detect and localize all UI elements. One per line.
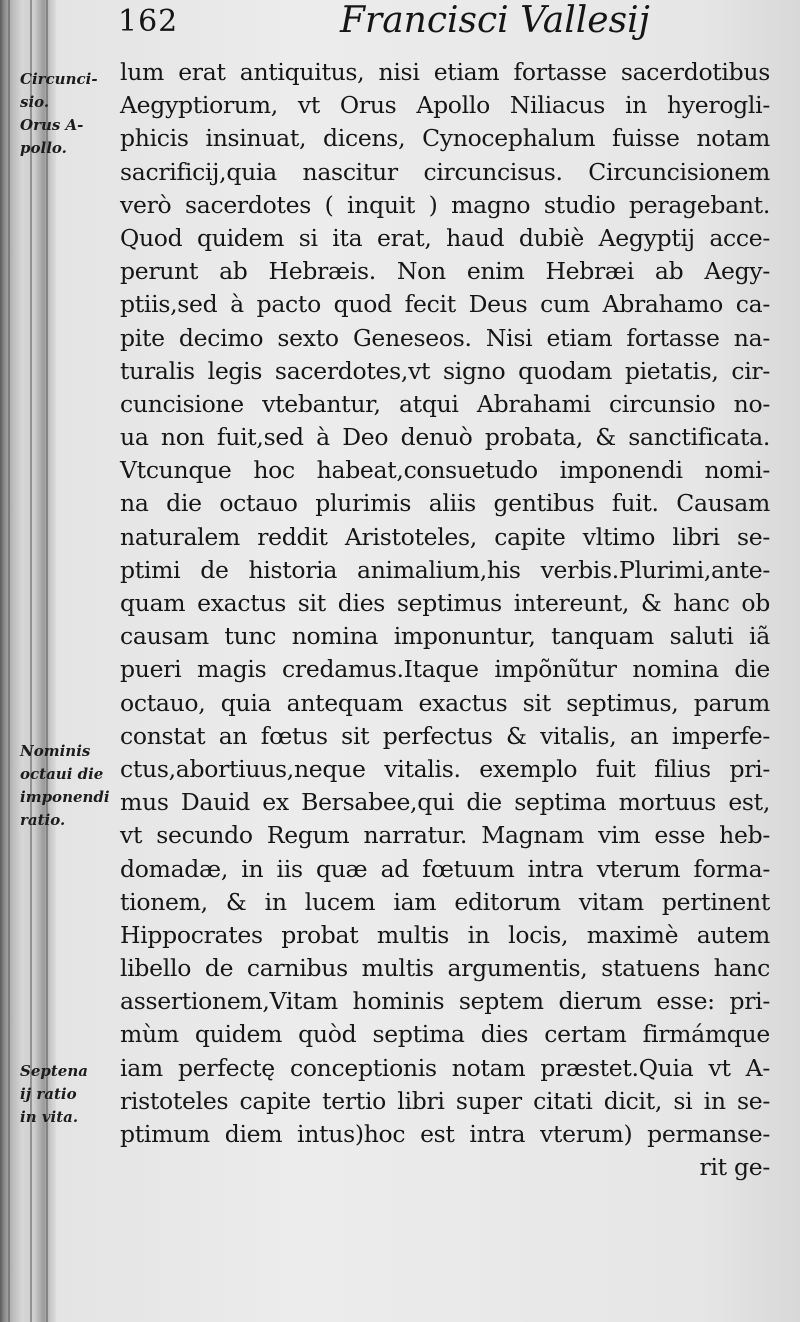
text-line: vt secundo Regum narratur. Magnam vim esse heb- bbox=[120, 821, 770, 850]
text-line: mùm quidem quòd septima dies certam firmámque bbox=[120, 1020, 770, 1049]
text-line: pueri magis credamus.Itaque impõnũtur nomina die bbox=[120, 655, 770, 684]
text-line: lum erat antiquitus, nisi etiam fortasse sacerdotibus bbox=[120, 58, 770, 86]
text-line: iam perfectę conceptionis notam præstet.Quia vt A- bbox=[120, 1053, 770, 1082]
text-line: libello de carnibus multis argumentis, statuens hanc bbox=[120, 954, 770, 983]
body-text bbox=[120, 56, 770, 1184]
margin-note-line: Septena bbox=[20, 1062, 88, 1080]
text-line: ptiis,sed à pacto quod fecit Deus cum Abrahamo ca- bbox=[120, 290, 770, 319]
text-line: quam exactus sit dies septimus intereunt, & hanc ob bbox=[120, 589, 770, 617]
text-line: verò sacerdotes ( inquit ) magno studio peragebant. bbox=[120, 190, 770, 219]
text-line: tionem, & in lucem iam editorum vitam pertinent bbox=[120, 887, 770, 916]
text-line: mus Dauid ex Bersabee,qui die septima mortuus est, bbox=[120, 788, 770, 817]
text-line: naturalem reddit Aristoteles, capite vltimo libri se- bbox=[120, 522, 770, 551]
margin-note-nominis-ratio bbox=[20, 740, 126, 832]
margin-note-line: ratio. bbox=[20, 811, 66, 829]
text-line: ristoteles capite tertio libri super citati dicit, si in se- bbox=[120, 1086, 770, 1115]
margin-note-line: imponendi bbox=[20, 788, 110, 806]
text-line: cuncisione vtebantur, atqui Abrahami circunsio no- bbox=[120, 389, 770, 418]
margin-note-line: sio. bbox=[20, 93, 50, 111]
running-head: Francisci Vallesij bbox=[340, 0, 650, 41]
text-line: Aegyptiorum, vt Orus Apollo Niliacus in hyerogli- bbox=[120, 91, 770, 120]
text-line: phicis insinuat, dicens, Cynocephalum fuisse notam bbox=[120, 124, 770, 153]
text-line: perunt ab Hebræis. Non enim Hebræi ab Aegy- bbox=[120, 257, 770, 286]
margin-note-circuncisio bbox=[20, 68, 126, 160]
margin-note-line: pollo. bbox=[20, 139, 67, 157]
text-line: na die octauo plurimis aliis gentibus fuit. Causam bbox=[120, 489, 770, 518]
text-line: ua non fuit,sed à Deo denuò probata, & sanctificata. bbox=[120, 423, 770, 452]
margin-note-septenarii bbox=[20, 1060, 126, 1129]
margin-note-line: ij ratio bbox=[20, 1085, 77, 1103]
margin-note-line: in vita. bbox=[20, 1108, 79, 1126]
text-line: sacrificij,quia nascitur circuncisus. Circuncisionem bbox=[120, 157, 770, 186]
text-line: causam tunc nomina imponuntur, tanquam saluti iã bbox=[120, 622, 770, 651]
text-line: assertionem,Vitam hominis septem dierum esse: pri- bbox=[120, 987, 770, 1016]
margin-note-line: Orus A- bbox=[20, 116, 84, 134]
text-line: turalis legis sacerdotes,vt signo quodam pietatis, cir- bbox=[120, 356, 770, 385]
text-line: pite decimo sexto Geneseos. Nisi etiam fortasse na- bbox=[120, 323, 770, 352]
text-line: Hippocrates probat multis in locis, maximè autem bbox=[120, 920, 770, 949]
text-line: Vtcunque hoc habeat,consuetudo imponendi nomi- bbox=[120, 456, 770, 485]
margin-note-line: Circunci- bbox=[20, 70, 98, 88]
text-line: ptimi de historia animalium,his verbis.Plurimi,ante- bbox=[120, 555, 770, 584]
text-line: ptimum diem intus)hoc est intra vterum) permanse- bbox=[120, 1120, 770, 1148]
text-line: constat an fœtus sit perfectus & vitalis, an imperfe- bbox=[120, 721, 770, 750]
spine-shadow-line bbox=[8, 0, 10, 1322]
text-line: ctus,abortiuus,neque vitalis. exemplo fuit filius pri- bbox=[120, 754, 770, 783]
margin-note-line: octaui die bbox=[20, 765, 104, 783]
page-number: 162 bbox=[118, 4, 179, 39]
text-line: domadæ, in iis quæ ad fœtuum intra vterum forma- bbox=[120, 854, 770, 883]
page-header bbox=[0, 0, 800, 48]
text-line: Quod quidem si ita erat, haud dubiè Aegyptij acce- bbox=[120, 223, 770, 252]
margin-note-line: Nominis bbox=[20, 742, 91, 760]
text-line: rit ge- bbox=[699, 1153, 770, 1182]
text-line: octauo, quia antequam exactus sit septimus, parum bbox=[120, 688, 770, 717]
